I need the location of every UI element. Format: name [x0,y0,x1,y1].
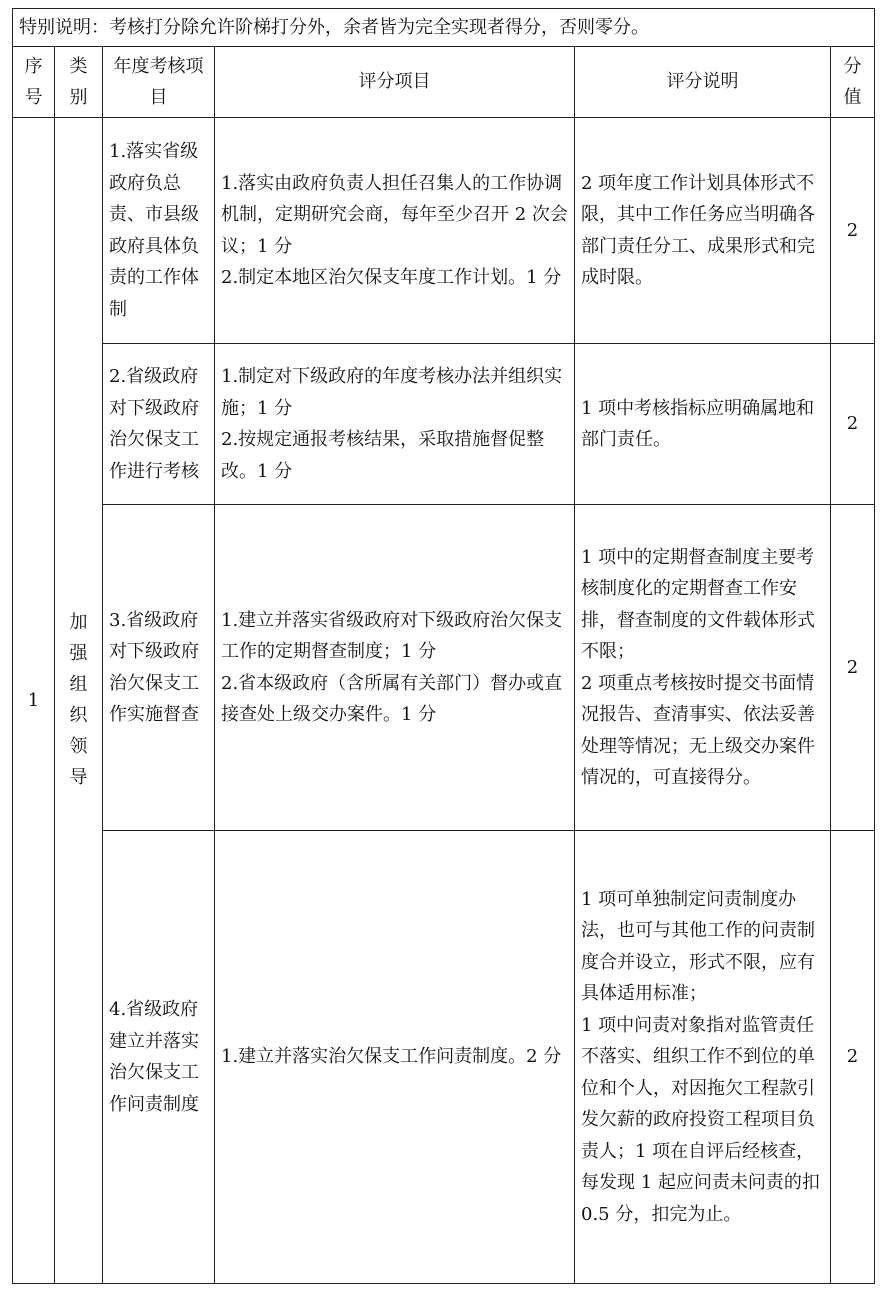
header-score: 分值 [831,47,875,118]
row-criteria: 1.建立并落实治欠保支工作问责制度。2 分 [215,831,575,1284]
header-note: 评分说明 [575,47,831,118]
header-criteria: 评分项目 [215,47,575,118]
row-score: 2 [831,831,875,1284]
row-item: 1.落实省级政府负总责、市县级政府具体负责的工作体制 [103,118,215,344]
table-row [13,831,875,1284]
row-criteria: 1.落实由政府负责人担任召集人的工作协调机制，定期研究会商，每年至少召开 2 次会议；1 分 2.制定本地区治欠保支年度工作计划。1 分 [215,118,575,344]
row-score: 2 [831,118,875,344]
row-criteria: 1.建立并落实省级政府对下级政府治欠保支工作的定期督查制度；1 分 2.省本级政府（含所属有关部门）督办或直接查处上级交办案件。1 分 [215,505,575,831]
group-category-label: 加强组织领导 [69,612,88,789]
header-row [13,47,875,118]
row-item: 3.省级政府对下级政府治欠保支工作实施督查 [103,505,215,831]
group-category [55,118,103,1284]
row-score: 2 [831,344,875,505]
table-row [13,118,875,344]
header-item: 年度考核项目 [103,47,215,118]
row-item: 2.省级政府对下级政府治欠保支工作进行考核 [103,344,215,505]
table-row [13,344,875,505]
row-note: 2 项年度工作计划具体形式不限，其中工作任务应当明确各部门责任分工、成果形式和完成时限。 [575,118,831,344]
row-note: 1 项中的定期督查制度主要考核制度化的定期督查工作安排，督查制度的文件载体形式不限； 2 项重点考核按时提交书面情况报告、查清事实、依法妥善处理等情况；无上级交办案件情况的，可直接得分。 [575,505,831,831]
header-category: 类别 [55,47,103,118]
table-row [13,505,875,831]
row-note: 1 项中考核指标应明确属地和部门责任。 [575,344,831,505]
row-criteria: 1.制定对下级政府的年度考核办法并组织实施；1 分 2.按规定通报考核结果，采取措施督促整改。1 分 [215,344,575,505]
special-notice: 特别说明：考核打分除允许阶梯打分外，余者皆为完全实现者得分，否则零分。 [13,9,875,47]
header-seq: 序号 [13,47,55,118]
row-note: 1 项可单独制定问责制度办法，也可与其他工作的问责制度合并设立，形式不限，应有具体适用标准； 1 项中问责对象指对监管责任不落实、组织工作不到位的单位和个人，对因拖欠工程款引发欠薪的政府投资工程项目负责人；1 项在自评后经核查，每发现 1 起应问责未问责的扣 0.5 分，扣完为止。 [575,831,831,1284]
row-item: 4.省级政府建立并落实治欠保支工作问责制度 [103,831,215,1284]
group-seq: 1 [13,118,55,1284]
assessment-table [12,8,875,1284]
row-score: 2 [831,505,875,831]
